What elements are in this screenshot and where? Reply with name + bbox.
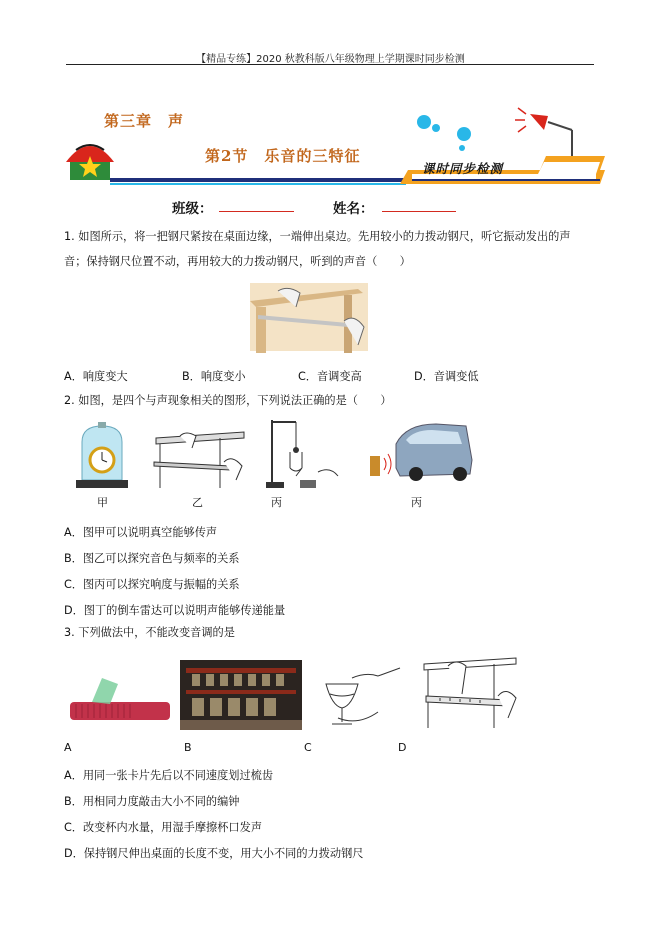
ruler-on-table-figure	[248, 281, 373, 355]
wine-glass-figure	[318, 660, 404, 730]
question-3	[64, 620, 604, 645]
option-b[interactable]: B．响度变小	[182, 370, 246, 383]
figure-caption: 乙	[192, 496, 203, 509]
option-b[interactable]: B．用相同力度敲击大小不同的编钟	[64, 795, 240, 808]
figure-caption: A	[64, 741, 72, 754]
option-a[interactable]: A．响度变大	[64, 370, 128, 383]
reversing-radar-figure	[366, 420, 474, 486]
comb-figure	[66, 676, 176, 726]
figure-caption: 丙	[271, 496, 282, 509]
ruler-figure	[420, 656, 524, 732]
question-text: 下列做法中，不能改变音调的是	[78, 626, 235, 639]
question-text: 如图，是四个与声现象相关的图形，下列说法正确的是（ ）	[78, 394, 392, 407]
question-number: 2.	[64, 394, 75, 407]
figure-caption: C	[304, 741, 312, 754]
class-label: 班级：	[172, 201, 213, 217]
logo-icon	[66, 145, 114, 180]
option-b[interactable]: B．图乙可以探究音色与频率的关系	[64, 552, 240, 565]
option-d[interactable]: D．保持钢尺伸出桌面的长度不变，用大小不同的力拨动钢尺	[64, 847, 364, 860]
figure-caption: B	[184, 741, 192, 754]
name-label: 姓名：	[333, 201, 374, 217]
option-c[interactable]: C．改变杯内水量，用湿手摩擦杯口发声	[64, 821, 263, 834]
comb-card-figure	[150, 428, 250, 490]
option-c[interactable]: C．图丙可以探究响度与振幅的关系	[64, 578, 240, 591]
question-1	[64, 224, 604, 274]
question-text: 音；保持钢尺位置不动，再用较大的力拨动钢尺，听到的声音（ ）	[64, 255, 411, 268]
question-number: 1.	[64, 230, 75, 243]
bubble-icon	[417, 115, 431, 129]
chapter-title: 第三章 声	[104, 112, 185, 130]
question-number: 3.	[64, 626, 75, 639]
header-rule	[66, 64, 594, 65]
question-text: 如图所示，将一把钢尺紧按在桌面边缘，一端伸出桌边。先用较小的力拨动钢尺，听它振动发出的声	[78, 230, 571, 243]
class-field[interactable]	[219, 211, 294, 212]
option-d[interactable]: D．音调变低	[414, 370, 479, 383]
option-a[interactable]: A．图甲可以说明真空能够传声	[64, 526, 218, 539]
tuning-fork-figure	[266, 418, 346, 490]
running-header: 【精品专练】2020 秋教科版八年级物理上学期课时同步检测	[196, 54, 465, 65]
banner-label: 课时同步检测	[422, 161, 504, 176]
lamp-icon	[515, 108, 572, 156]
option-d[interactable]: D．图丁的倒车雷达可以说明声能够传递能量	[64, 604, 286, 617]
bell-jar-figure	[74, 422, 130, 490]
option-a[interactable]: A．用同一张卡片先后以不同速度划过梳齿	[64, 769, 274, 782]
option-c[interactable]: C．音调变高	[298, 370, 362, 383]
figure-caption: D	[398, 741, 407, 754]
name-field[interactable]	[382, 211, 456, 212]
section-title: 第2节 乐音的三特征	[205, 147, 361, 165]
chime-bells-figure	[180, 660, 302, 730]
figure-caption: 丙	[411, 496, 422, 509]
figure-caption: 甲	[97, 496, 108, 509]
question-2	[64, 388, 604, 413]
